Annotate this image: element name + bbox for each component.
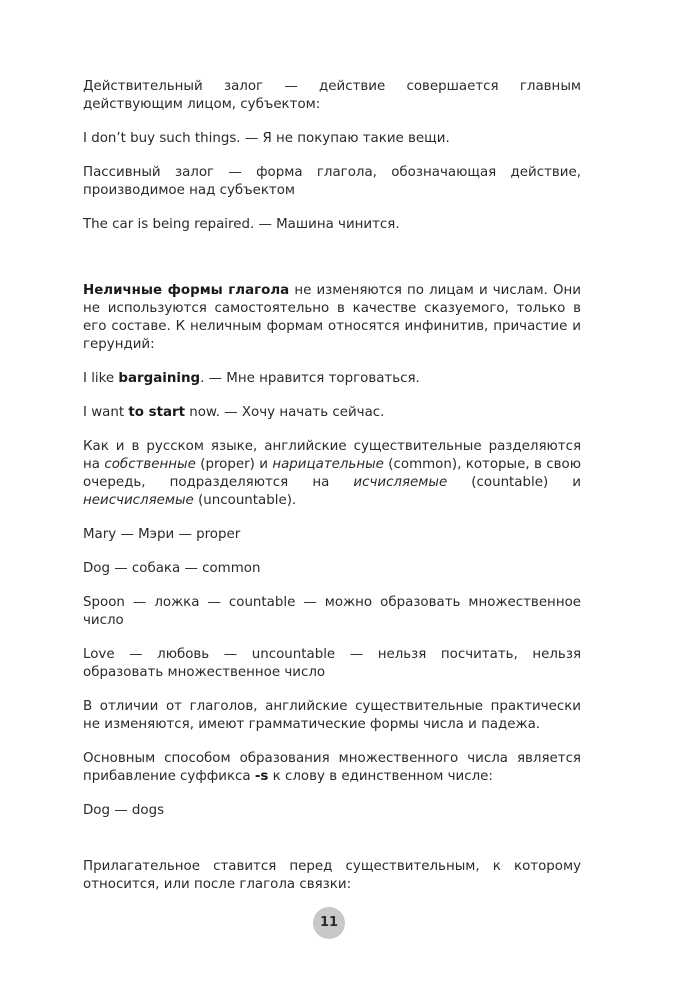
paragraph-non-finite-forms-text: не изменяются по лицам и числам. Они не используются самостоятельно в качестве сказуемого, только в его составе. К неличным формам относятся инфинитив, причастие и герундий: xyxy=(83,283,581,352)
example-active-voice: I don’t buy such things. — Я не покупаю такие вещи. xyxy=(83,131,450,146)
noun-types-text-1: Как и в русском языке, английские существительные разделяются на xyxy=(83,439,581,472)
paragraph-active-voice: Действительный залог — действие совершается главным действующим лицом, субъектом: xyxy=(83,79,581,112)
paragraph-noun-forms: В отличии от глаголов, английские существительные практически не изменяются, имеют грамматические формы числа и падежа. xyxy=(83,699,581,732)
noun-types-text-4: (countable) и xyxy=(447,475,581,490)
page-number: 11 xyxy=(313,907,345,939)
example-proper: Mary — Мэри — proper xyxy=(83,527,241,542)
example-gerund xyxy=(83,370,581,388)
paragraph-noun-types xyxy=(83,438,581,510)
noun-types-text-2: (proper) и xyxy=(195,457,273,472)
example-gerund-bold: bargaining xyxy=(118,371,201,386)
example-common: Dog — собака — common xyxy=(83,561,261,576)
example-plural: Dog — dogs xyxy=(83,803,165,818)
example-infinitive-pre: I want xyxy=(83,405,129,420)
plural-suffix: -s xyxy=(254,769,269,784)
paragraph-non-finite-forms xyxy=(83,282,581,354)
example-infinitive-post: now. — Хочу начать сейчас. xyxy=(185,405,385,420)
example-infinitive xyxy=(83,404,581,422)
plural-formation-pre: Основным способом образования множественного числа является прибавление суффикса xyxy=(83,751,581,784)
example-infinitive-bold: to start xyxy=(128,405,186,420)
example-countable: Spoon — ложка — countable — можно образовать множественное число xyxy=(83,595,581,628)
plural-formation-post: к слову в единственном числе: xyxy=(268,769,493,784)
noun-types-countable: исчисляемые xyxy=(353,475,448,490)
paragraph-adjective-position: Прилагательное ставится перед существительным, к которому относится, или после глагола связки: xyxy=(83,859,581,892)
noun-types-text-5: (uncountable). xyxy=(193,493,297,508)
term-non-finite-forms: Неличные формы глагола xyxy=(83,283,290,298)
noun-types-proper: собственные xyxy=(104,457,196,472)
noun-types-uncountable: неисчисляемые xyxy=(83,493,194,508)
noun-types-text-3: (common), которые, в свою очередь, подразделяются на xyxy=(83,457,581,490)
example-uncountable: Love — любовь — uncountable — нельзя посчитать, нельзя образовать множественное число xyxy=(83,647,581,680)
example-gerund-post: . — Мне нравится торговаться. xyxy=(200,371,420,386)
example-gerund-pre: I like xyxy=(83,371,119,386)
page-body xyxy=(83,78,581,910)
paragraph-plural-formation xyxy=(83,750,581,786)
example-passive-voice: The car is being repaired. — Машина чинится. xyxy=(83,217,400,232)
paragraph-passive-voice: Пассивный залог — форма глагола, обозначающая действие, производимое над субъектом xyxy=(83,165,581,198)
noun-types-common: нарицательные xyxy=(272,457,384,472)
